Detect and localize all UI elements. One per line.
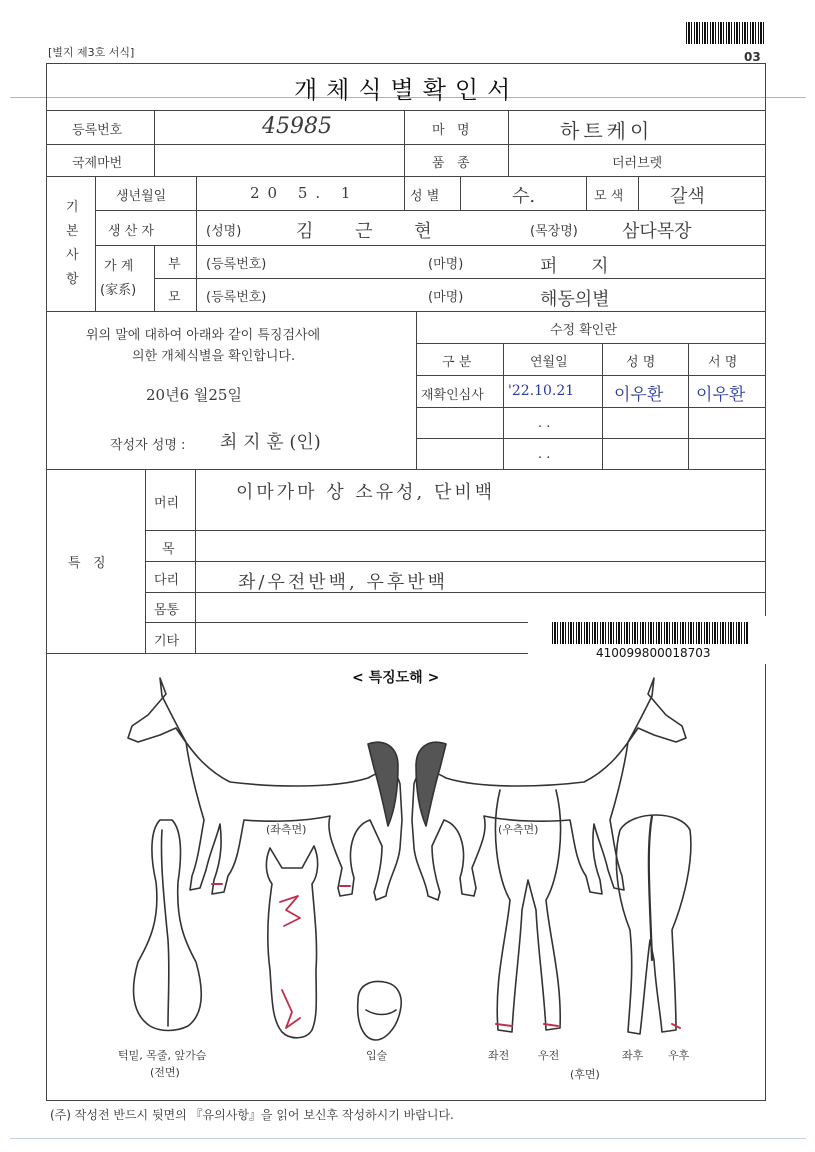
- intl-no-label: 국제마번: [72, 156, 123, 171]
- breed-label: 품 종: [432, 156, 470, 171]
- horse-rear: [616, 815, 691, 1034]
- statement-line2: 의한 개체식별을 확인합니다.: [132, 349, 296, 364]
- sire-name-label: (마명): [428, 257, 464, 272]
- basic-section-4: 항: [66, 272, 79, 287]
- page-code: 03: [744, 50, 761, 64]
- author-label: 작성자 성명 :: [110, 438, 186, 453]
- form-number: [별지 제3호 서식]: [48, 46, 135, 59]
- front-right-label: 우전: [538, 1049, 560, 1062]
- farm-label: (목장명): [530, 224, 578, 239]
- front-left-label: 좌전: [488, 1049, 510, 1062]
- form-title: 개체식별확인서: [294, 76, 520, 104]
- front-caption2: (전면): [150, 1066, 180, 1079]
- revision-row1-type: 재확인심사: [421, 388, 484, 403]
- revision-row2-date: . .: [538, 416, 551, 431]
- revision-col-date: 연월일: [530, 355, 568, 370]
- diagram-title: < 특징도해 >: [352, 670, 440, 686]
- breeder-name-label: (성명): [206, 224, 242, 239]
- color-value: 갈색: [670, 186, 705, 207]
- horse-name-value: 하트케이: [560, 119, 654, 143]
- revision-row1-sign: 이우환: [696, 385, 746, 405]
- breeder-name-value: 김 근 현: [296, 221, 450, 242]
- reg-no-label: 등록번호: [72, 123, 123, 138]
- revision-title: 수정 확인란: [550, 323, 617, 338]
- birth-value: 20 5. 1: [250, 184, 359, 202]
- pedigree-hanja: (家系): [100, 283, 137, 298]
- front-caption1: 턱밑, 목줄, 앞가슴: [118, 1049, 207, 1062]
- footer-note: (주) 작성전 반드시 뒷면의 『유의사항』을 읽어 보신후 작성하시기 바랍니다.: [50, 1108, 454, 1122]
- hind-right-label: 우후: [668, 1049, 690, 1062]
- horse-face: [266, 846, 317, 1038]
- statement-line1: 위의 말에 대하여 아래와 같이 특징검사에: [86, 328, 321, 343]
- head-value: 이마가마 상 소유성, 단비백: [236, 482, 496, 503]
- birth-label: 생년월일: [116, 189, 167, 204]
- lips-label: 입술: [366, 1049, 388, 1062]
- leg-label: 다리: [154, 573, 180, 588]
- right-side-label: (우측면): [498, 823, 539, 836]
- barcode-number: 410099800018703: [596, 646, 711, 660]
- revision-col-name: 성 명: [626, 355, 656, 370]
- sex-label: 성 별: [410, 189, 440, 204]
- color-label: 모 색: [594, 189, 624, 204]
- left-side-label: (좌측면): [266, 823, 307, 836]
- hind-left-label: 좌후: [622, 1049, 644, 1062]
- sire-label: 부: [168, 257, 181, 272]
- dam-label: 모: [168, 290, 181, 305]
- features-section-label: 특 징: [68, 556, 106, 571]
- basic-section-1: 기: [66, 200, 79, 215]
- revision-row3-date: . .: [538, 447, 551, 462]
- confirm-date: 20년6 월25일: [146, 386, 242, 404]
- horse-front-neck: [134, 820, 202, 1031]
- farm-value: 삼다목장: [622, 221, 692, 242]
- revision-col-type: 구 분: [442, 355, 472, 370]
- pedigree-label: 가 계: [104, 259, 134, 274]
- sex-value: 수.: [512, 186, 536, 207]
- rear-label: (후면): [570, 1068, 600, 1081]
- etc-label: 기타: [154, 634, 180, 649]
- revision-row1-date: '22.10.21: [508, 383, 575, 399]
- basic-section-2: 본: [66, 224, 79, 239]
- breed-value: 더러브렛: [612, 156, 663, 171]
- body-label: 몸통: [154, 603, 180, 618]
- horse-left-side: [128, 678, 402, 900]
- breeder-label: 생 산 자: [108, 224, 154, 239]
- sire-name-value: 퍼 지: [540, 256, 623, 277]
- head-label: 머리: [154, 496, 180, 511]
- basic-section-3: 사: [66, 248, 79, 263]
- sire-reg-label: (등록번호): [206, 257, 267, 272]
- revision-row1-name: 이우환: [614, 385, 664, 405]
- reg-no-value: 45985: [262, 114, 332, 139]
- horse-right-side: [412, 678, 686, 900]
- neck-label: 목: [162, 542, 175, 557]
- revision-col-sign: 서 명: [708, 355, 738, 370]
- dam-reg-label: (등록번호): [206, 290, 267, 305]
- horse-name-label: 마 명: [432, 123, 470, 138]
- horse-lips: [358, 982, 402, 1040]
- author-value: 최 지 훈 (인): [220, 432, 321, 453]
- dam-name-label: (마명): [428, 290, 464, 305]
- dam-name-value: 해동의별: [540, 289, 610, 310]
- leg-value: 좌/우전반백, 우후반백: [238, 572, 448, 593]
